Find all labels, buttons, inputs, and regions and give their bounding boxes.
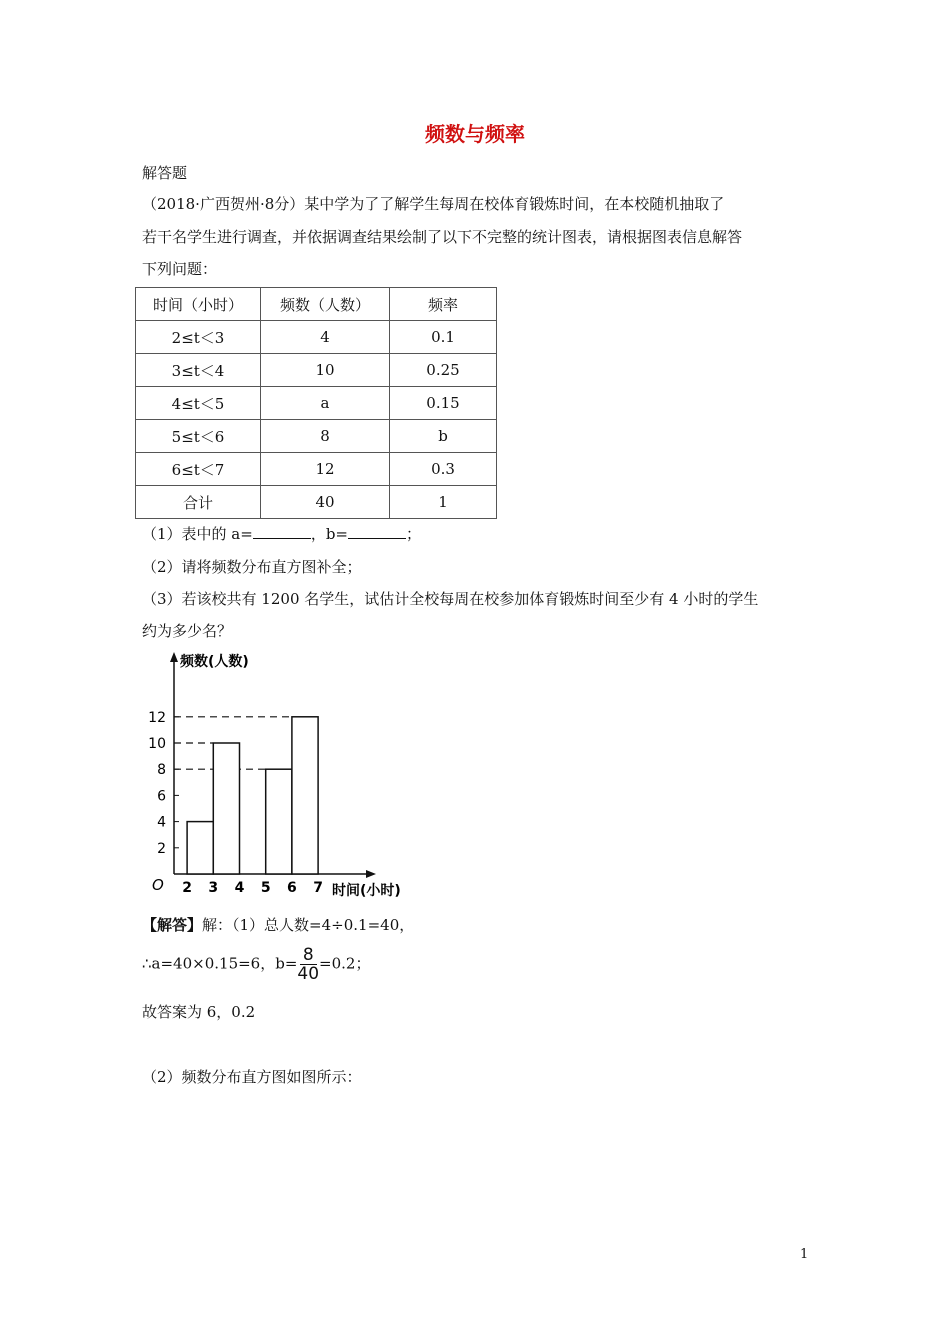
table-cell: 2≤t＜3 xyxy=(136,321,261,354)
header-frequency: 频率 xyxy=(390,288,497,321)
table-cell: 4≤t＜5 xyxy=(136,387,261,420)
table-cell: 3≤t＜4 xyxy=(136,354,261,387)
table-row xyxy=(136,321,497,354)
histogram-bar xyxy=(187,822,213,874)
y-tick-label: 4 xyxy=(157,814,166,831)
y-tick-label: 12 xyxy=(148,709,166,726)
question-3-line-2: 约为多少名？ xyxy=(142,622,233,640)
y-tick-label: 6 xyxy=(157,788,166,805)
fraction xyxy=(297,946,319,983)
section-label: 解答题 xyxy=(142,164,188,182)
header-time: 时间（小时） xyxy=(136,288,261,321)
table-cell: 8 xyxy=(261,420,390,453)
table-cell: 4 xyxy=(261,321,390,354)
table-cell: 12 xyxy=(261,453,390,486)
fraction-denominator: 40 xyxy=(297,964,320,984)
question-3-line-1: （3）若该校共有 1200 名学生，试估计全校每周在校参加体育锻炼时间至少有 4 小时的学生 xyxy=(142,590,759,608)
answer-label: 【解答】 xyxy=(142,916,203,934)
question-1-suffix: ； xyxy=(406,525,422,543)
header-count: 频数（人数） xyxy=(261,288,390,321)
origin-label: O xyxy=(152,876,164,894)
y-axis-label: 频数(人数) xyxy=(180,654,249,670)
table-row xyxy=(136,387,497,420)
question-1-prefix: （1）表中的 a= xyxy=(142,525,253,543)
table-cell: 0.1 xyxy=(390,321,497,354)
table-cell: 1 xyxy=(390,486,497,519)
x-tick-label: 5 xyxy=(260,880,271,896)
fraction-numerator: 8 xyxy=(300,946,317,965)
table-cell: 0.25 xyxy=(390,354,497,387)
page-number: 1 xyxy=(800,1247,809,1262)
x-axis-label: 时间(小时) xyxy=(332,883,401,899)
answer-line-2 xyxy=(142,946,370,983)
answer-line-1 xyxy=(142,914,414,935)
question-2: （2）请将频数分布直方图补全； xyxy=(142,558,362,576)
y-tick-label: 10 xyxy=(148,736,166,752)
frequency-table xyxy=(135,287,497,519)
table-cell: 合计 xyxy=(136,486,261,519)
x-tick-label: 7 xyxy=(313,880,323,896)
answer-line-3: 故答案为 6，0.2 xyxy=(142,1003,256,1021)
histogram-bar xyxy=(266,769,292,874)
table-cell: b xyxy=(390,420,497,453)
table-row xyxy=(136,486,497,519)
page-title: 频数与频率 xyxy=(425,122,525,146)
table-cell: 10 xyxy=(261,354,390,387)
table-row xyxy=(136,420,497,453)
x-tick-label: 4 xyxy=(234,880,245,896)
x-tick-label: 6 xyxy=(287,880,297,896)
answer-line-1-text: 解：（1）总人数=4÷0.1=40， xyxy=(202,916,415,934)
y-tick-label: 8 xyxy=(157,762,166,779)
y-axis-arrow xyxy=(170,652,178,662)
y-tick-label: 2 xyxy=(157,840,166,857)
table-cell: 0.3 xyxy=(390,453,497,486)
histogram-bar xyxy=(213,743,239,874)
answer-line-2-prefix: ∴a=40×0.15=6，b= xyxy=(142,954,298,973)
x-tick-label: 3 xyxy=(208,880,219,896)
table-cell: 40 xyxy=(261,486,390,519)
x-axis-arrow xyxy=(366,870,376,878)
table-row xyxy=(136,453,497,486)
question-1 xyxy=(142,523,421,544)
problem-line-1: （2018·广西贺州·8分）某中学为了了解学生每周在校体育锻炼时间，在本校随机抽取了 xyxy=(142,195,725,213)
question-1-mid: ，b= xyxy=(310,525,348,543)
answer-line-4: （2）频数分布直方图如图所示： xyxy=(142,1068,362,1086)
table-cell: 0.15 xyxy=(390,387,497,420)
table-cell: 5≤t＜6 xyxy=(136,420,261,453)
answer-line-2-suffix: =0.2； xyxy=(319,954,371,973)
problem-line-3: 下列问题： xyxy=(142,260,218,278)
table-cell: 6≤t＜7 xyxy=(136,453,261,486)
answer-blank-a xyxy=(253,524,311,539)
answer-blank-b xyxy=(348,524,406,539)
table-header-row xyxy=(136,288,497,321)
problem-line-2: 若干名学生进行调查，并依据调查结果绘制了以下不完整的统计图表，请根据图表信息解答 xyxy=(142,228,743,246)
table-row xyxy=(136,354,497,387)
table-cell: a xyxy=(261,387,390,420)
x-tick-label: 2 xyxy=(182,880,192,896)
histogram-bar xyxy=(292,717,318,874)
histogram-chart xyxy=(140,648,430,904)
